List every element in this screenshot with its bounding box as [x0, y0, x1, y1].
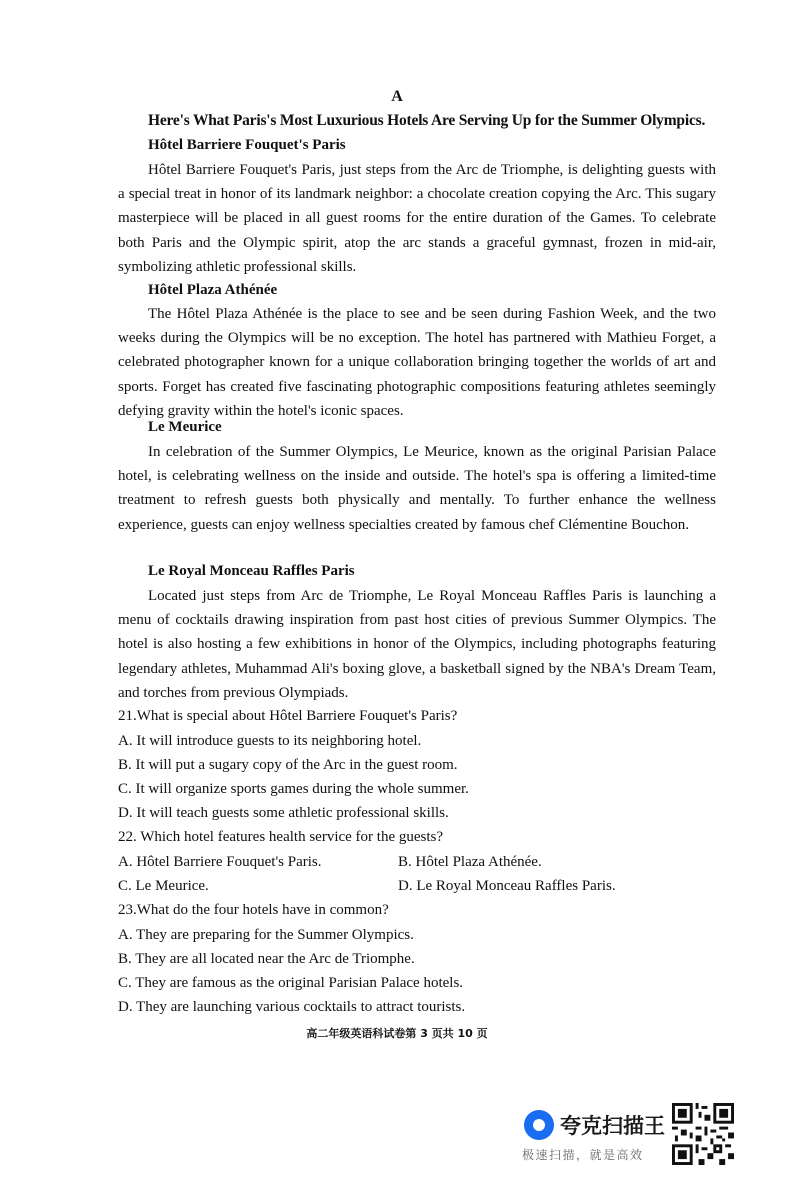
page-footer: 高二年级英语科试卷第 3 页共 10 页 [306, 1027, 488, 1040]
question-21-option-c[interactable]: C. It will organize sports games during the whole summer. [118, 781, 469, 797]
hotel-heading-fouquets: Hôtel Barriere Fouquet's Paris [148, 137, 346, 153]
hotel-heading-plaza-athenee: Hôtel Plaza Athénée [148, 282, 278, 298]
question-21-stem: 21.What is special about Hôtel Barriere Fouquet's Paris? [118, 708, 458, 724]
hotel-heading-le-meurice: Le Meurice [148, 419, 222, 435]
hotel-paragraph-plaza-athenee: The Hôtel Plaza Athénée is the place to see and be seen during Fashion Week, and the two weeks during the Olympics will be no exception. The hotel has partnered with Mathieu Forget, a celebrated photographer known for a unique collaboration bringing together the worlds of art and sports. Forget has created five fascinating photographic compositions featuring athletes seemingly defying gravity within the hotel's iconic spaces. [118, 306, 716, 419]
question-23-stem: 23.What do the four hotels have in common? [118, 902, 389, 918]
scanner-brand-name: 夸克扫描王 [560, 1114, 665, 1138]
question-21-option-b[interactable]: B. It will put a sugary copy of the Arc in the guest room. [118, 757, 458, 773]
hotel-paragraph-fouquets: Hôtel Barriere Fouquet's Paris, just steps from the Arc de Triomphe, is delighting guests with a special treat in honor of its landmark neighbor: a chocolate creation copying the Arc. This sugary masterpiece will be placed in all guest rooms for the entire duration of the Games. To celebrate both Paris and the Olympic spirit, atop the arc stands a graceful gymnast, frozen in mid-air, symbolizing athletic professional skills. [118, 162, 716, 275]
question-23-option-a[interactable]: A. They are preparing for the Summer Olympics. [118, 927, 414, 943]
question-22-option-b[interactable]: B. Hôtel Plaza Athénée. [398, 854, 542, 870]
hotel-paragraph-le-meurice: In celebration of the Summer Olympics, Le Meurice, known as the original Parisian Palace hotel, is celebrating wellness on the inside and outside. The hotel's spa is offering a limited-time treatment to refresh guests both physically and mentally. To further enhance the wellness experience, guests can enjoy wellness specialties created by famous chef Clémentine Bouchon. [118, 444, 716, 533]
question-22-option-c[interactable]: C. Le Meurice. [118, 878, 209, 894]
qr-code-icon [672, 1103, 734, 1165]
question-22-option-d[interactable]: D. Le Royal Monceau Raffles Paris. [398, 878, 616, 894]
passage-title: Here's What Paris's Most Luxurious Hotels Are Serving Up for the Summer Olympics. [148, 112, 706, 129]
question-21-option-a[interactable]: A. It will introduce guests to its neighboring hotel. [118, 733, 422, 749]
section-letter: A [391, 88, 403, 105]
scanner-logo-icon [524, 1110, 554, 1140]
question-22-stem: 22. Which hotel features health service for the guests? [118, 829, 444, 845]
question-23-option-d[interactable]: D. They are launching various cocktails to attract tourists. [118, 999, 466, 1015]
hotel-heading-royal-monceau: Le Royal Monceau Raffles Paris [148, 563, 355, 579]
question-21-option-d[interactable]: D. It will teach guests some athletic professional skills. [118, 805, 449, 821]
hotel-paragraph-royal-monceau: Located just steps from Arc de Triomphe, Le Royal Monceau Raffles Paris is launching a menu of cocktails drawing inspiration from past host cities of previous Summer Olympics. The hotel is also hosting a few exhibitions in honor of the Olympics, including photographs featuring legendary athletes, Muhammad Ali's boxing glove, a basketball signed by the NBA's Dream Team, and torches from previous Olympiads. [118, 588, 716, 701]
question-23-option-b[interactable]: B. They are all located near the Arc de Triomphe. [118, 951, 415, 967]
question-22-option-a[interactable]: A. Hôtel Barriere Fouquet's Paris. [118, 854, 322, 870]
scanner-slogan: 极速扫描，就是高效 [522, 1148, 644, 1162]
scanner-watermark [520, 1106, 668, 1166]
question-23-option-c[interactable]: C. They are famous as the original Parisian Palace hotels. [118, 975, 464, 991]
